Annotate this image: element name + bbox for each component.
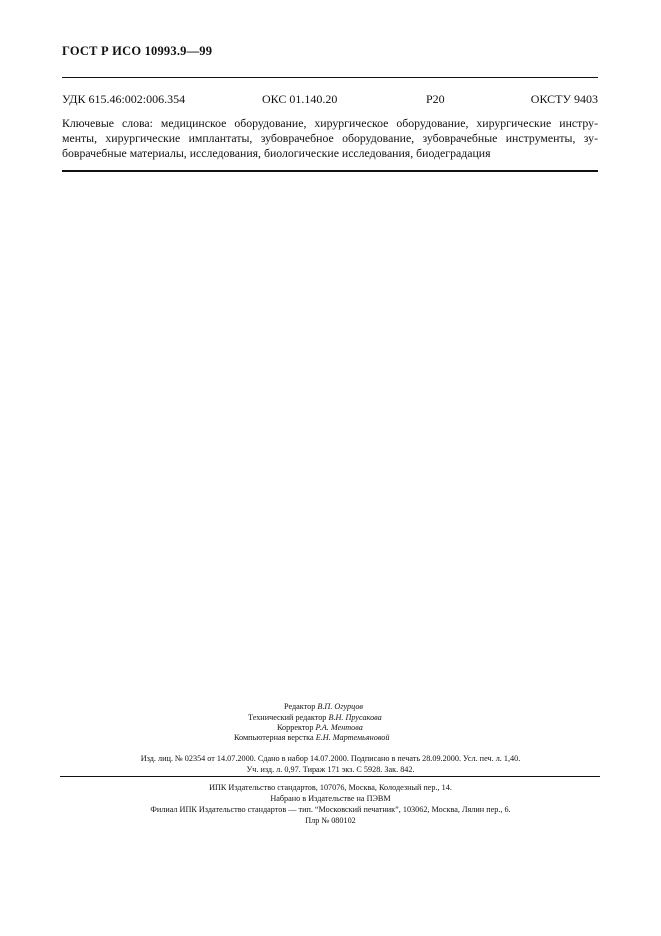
editor-role: Редактор [284, 702, 316, 711]
credit-corrector [277, 723, 363, 734]
credit-editor [284, 702, 363, 713]
udk-code: УДК 615.46:002:006.354 [62, 92, 186, 106]
okstu-code: ОКСТУ 9403 [530, 92, 598, 106]
publication-info [0, 753, 661, 775]
publication-line-2: Уч. изд. л. 0,97. Тираж 171 экз. С 5928. Зак. 842. [246, 765, 415, 774]
publisher-line-3: Филиал ИПК Издательство стандартов — тип. “Московский печатник”, 103062, Москва, Лялин пер., 6. [150, 805, 511, 814]
corrector-role: Корректор [277, 723, 314, 732]
document-code: ГОСТ Р ИСО 10993.9—99 [62, 44, 213, 58]
editor-name: В.П. Огурцов [317, 702, 363, 711]
layout-name: Е.Н. Мартемьяновой [315, 733, 390, 742]
publisher-line-4: Плр № 080102 [305, 816, 356, 825]
credit-layout [234, 733, 389, 744]
classification-row [62, 92, 598, 108]
publisher-divider [60, 776, 600, 777]
publisher-line-2: Набрано в Издательстве на ПЭВМ [270, 794, 391, 803]
keywords-paragraph: Ключевые слова: медицинское оборудование, хирургическое оборудование, хирургические инстру- менты, хирургические имплантаты, зубоврачебное оборудование, зубоврачебные инструменты, зу- боврачебные материалы, исследования, биологические исследования, биодеградация [62, 116, 598, 160]
r-code: Р20 [426, 92, 445, 106]
layout-role: Компьютерная верстка [234, 733, 314, 742]
top-divider [62, 77, 598, 78]
corrector-name: Р.А. Ментова [315, 723, 363, 732]
oks-code: ОКС 01.140.20 [262, 92, 338, 106]
publication-line-1: Изд. лиц. № 02354 от 14.07.2000. Сдано в набор 14.07.2000. Подписано в печать 28.09.2000. Усл. печ. л. 1,40. [140, 754, 521, 763]
tech-editor-name: В.Н. Прусакова [328, 713, 382, 722]
publisher-line-1: ИПК Издательство стандартов, 107076, Москва, Колодезный пер., 14. [209, 783, 452, 792]
tech-editor-role: Технический редактор [248, 713, 327, 722]
credit-tech-editor [248, 713, 382, 724]
keywords-divider [62, 170, 598, 172]
publisher-info [0, 782, 661, 826]
